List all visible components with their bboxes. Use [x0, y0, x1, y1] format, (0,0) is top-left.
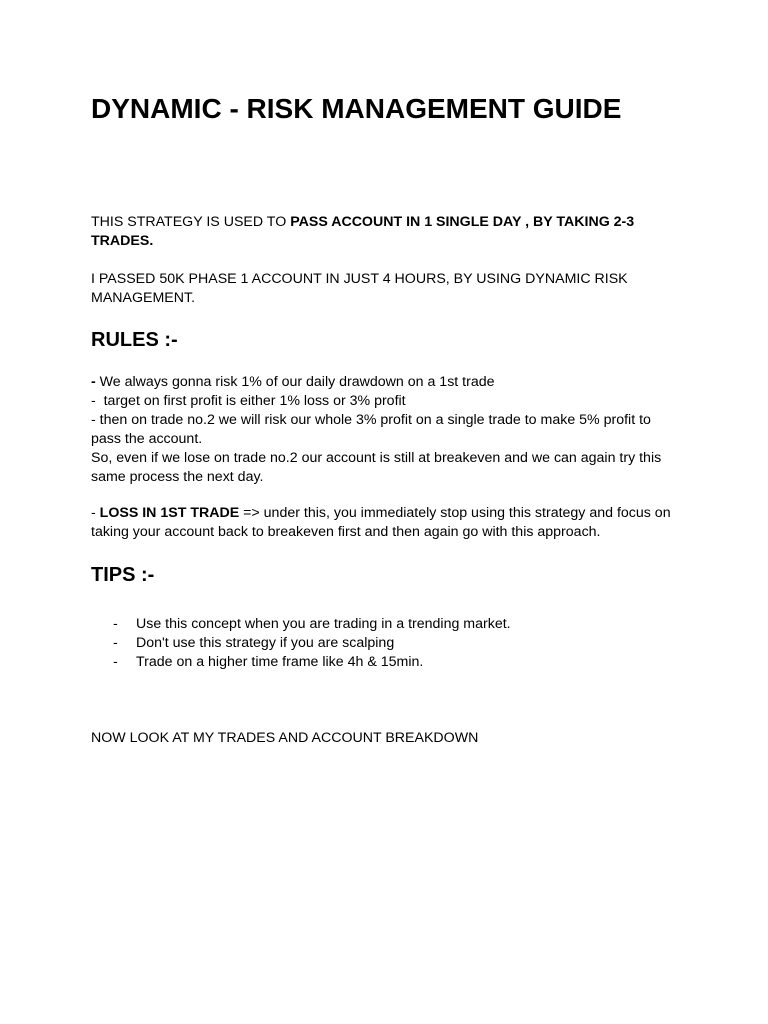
rule-line-1	[91, 373, 681, 392]
list-item-text: Trade on a higher time frame like 4h & 15min.	[136, 654, 424, 670]
list-item-dash: -	[113, 654, 118, 670]
rule-line-3: - then on trade no.2 we will risk our whole 3% profit on a single trade to make 5% profit to pass the account.	[91, 412, 651, 447]
loss-rule-bold: LOSS IN 1ST TRADE	[99, 505, 240, 521]
intro-bold: PASS ACCOUNT IN 1 SINGLE DAY , BY TAKING 2-3 TRADES.	[91, 214, 635, 249]
passed-paragraph: I PASSED 50K PHASE 1 ACCOUNT IN JUST 4 HOURS, BY USING DYNAMIC RISK MANAGEMENT.	[91, 271, 628, 306]
intro-paragraph	[91, 213, 681, 251]
intro-prefix: THIS STRATEGY IS USED TO	[91, 214, 291, 230]
loss-rule-paragraph	[91, 504, 681, 542]
list-item-dash: -	[113, 635, 118, 651]
rule-line-4: So, even if we lose on trade no.2 our account is still at breakeven and we can again try this same process the next day.	[91, 450, 662, 485]
rule-line-1-text: We always gonna risk 1% of our daily drawdown on a 1st trade	[95, 374, 495, 390]
page-title: DYNAMIC - RISK MANAGEMENT GUIDE	[91, 93, 622, 124]
rule-line-2: - target on first profit is either 1% loss or 3% profit	[91, 393, 406, 409]
rules-heading: RULES :-	[91, 329, 178, 351]
rule-line-1-dash: -	[91, 374, 96, 390]
list-item-dash: -	[113, 616, 118, 632]
tips-heading: TIPS :-	[91, 564, 155, 586]
loss-rule-text: => under this, you immediately stop using this strategy and focus on taking your account back to breakeven first and then again go with this approach.	[91, 505, 671, 540]
list-item-text: Use this concept when you are trading in a trending market.	[136, 616, 511, 632]
list-item-text: Don't use this strategy if you are scalping	[136, 635, 395, 651]
loss-rule-prefix: -	[91, 505, 100, 521]
footer-line: NOW LOOK AT MY TRADES AND ACCOUNT BREAKDOWN	[91, 730, 479, 746]
rules-block	[91, 373, 681, 487]
